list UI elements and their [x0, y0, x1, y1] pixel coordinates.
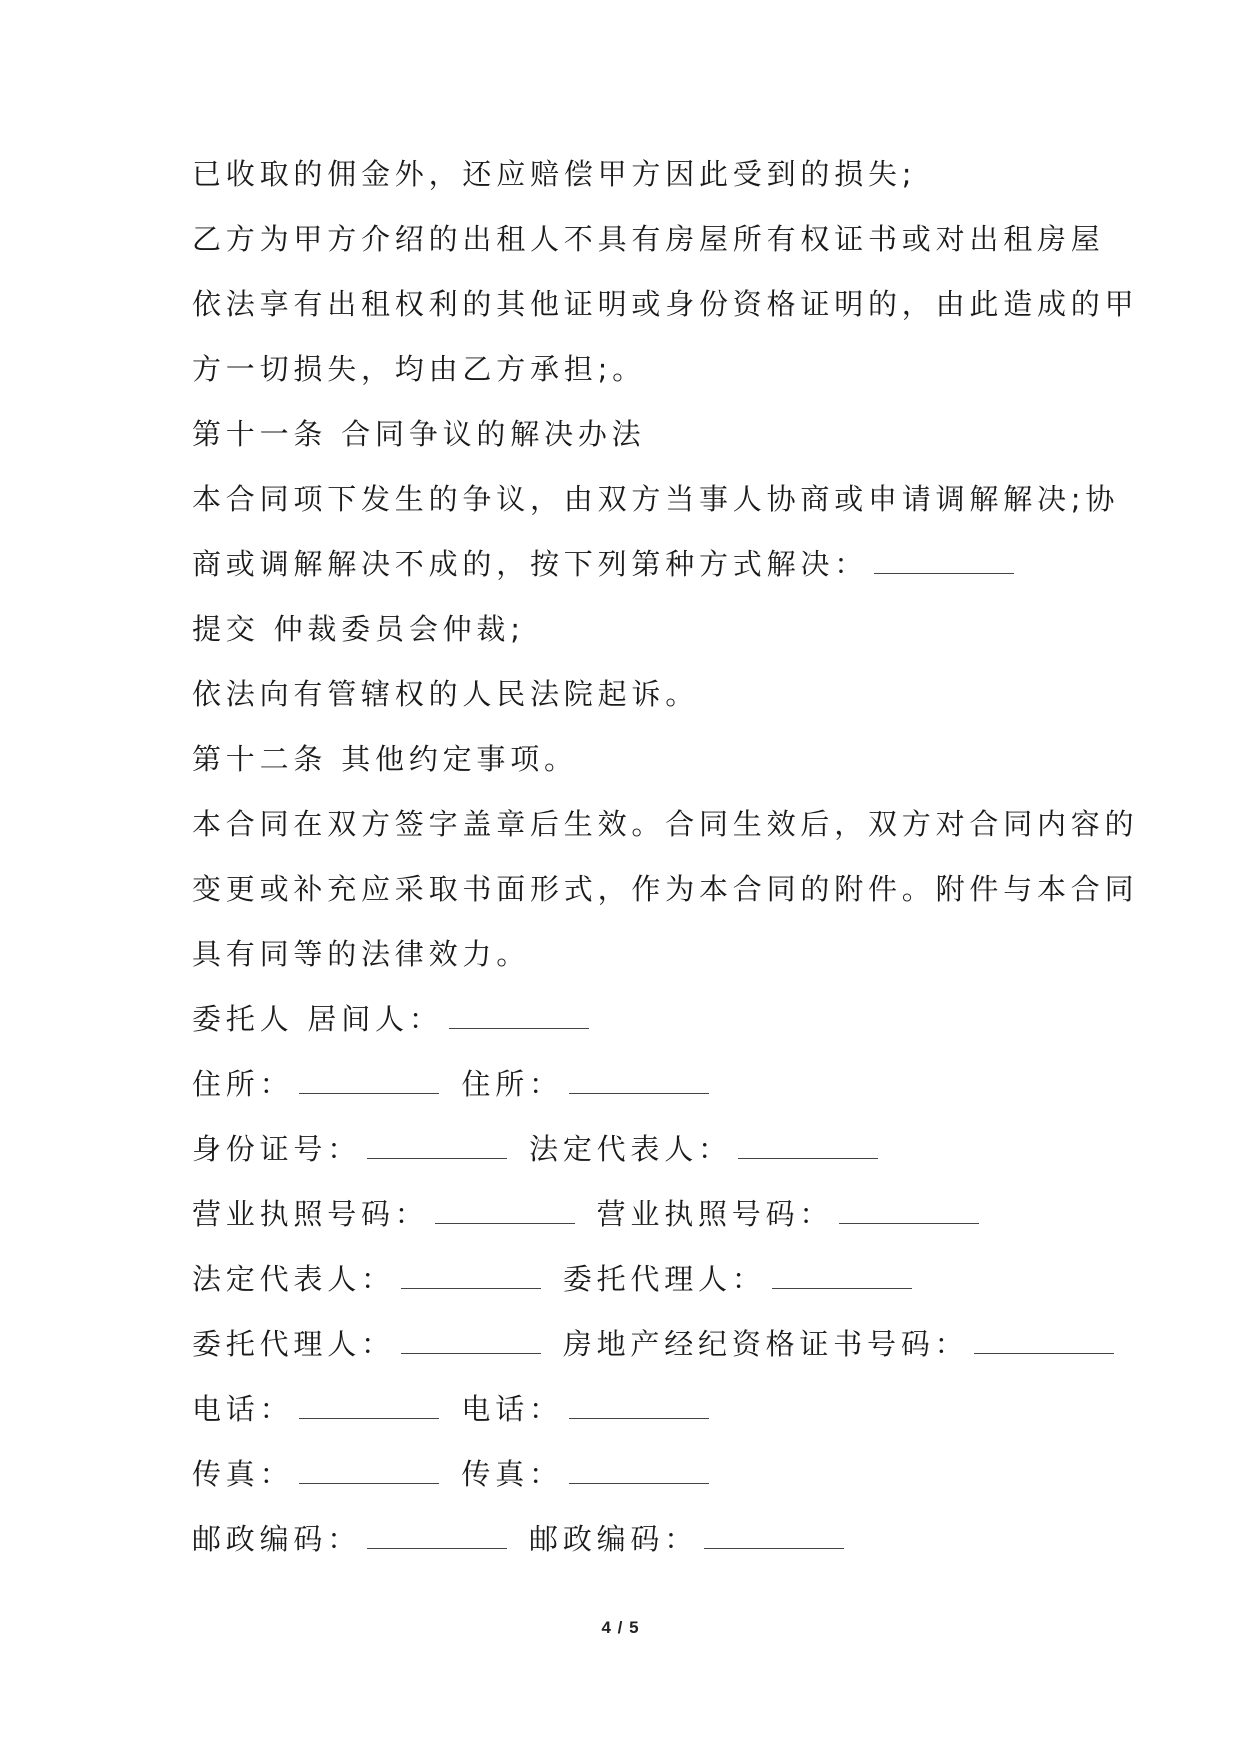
paragraph-line: 已收取的佣金外，还应赔偿甲方因此受到的损失; [192, 157, 917, 191]
blank-field [299, 1396, 439, 1419]
page-number: 4 / 5 [601, 1618, 640, 1637]
signature-label: 委托代理人： [562, 1262, 766, 1296]
blank-field [704, 1526, 844, 1549]
signature-label: 电话： [192, 1392, 294, 1426]
dispute-method-line [192, 548, 1052, 580]
blank-field [401, 1266, 541, 1289]
license-line [192, 1198, 1052, 1230]
blank-field [569, 1396, 709, 1419]
blank-field [435, 1201, 575, 1224]
signature-label: 身份证号： [192, 1132, 362, 1166]
blank-field [367, 1526, 507, 1549]
blank-field [569, 1461, 709, 1484]
signature-label: 住所： [461, 1067, 563, 1101]
blank-field [772, 1266, 912, 1289]
signature-label: 委托人 居间人： [192, 1002, 443, 1036]
signature-parties-line [192, 1003, 1052, 1035]
signature-label: 传真： [461, 1457, 563, 1491]
postcode-line [192, 1523, 1052, 1555]
blank-field [974, 1331, 1114, 1354]
paragraph-line: 依法享有出租权利的其他证明或身份资格证明的，由此造成的甲 [192, 287, 1139, 321]
blank-field [367, 1136, 507, 1159]
blank-field [299, 1461, 439, 1484]
blank-field [299, 1071, 439, 1094]
paragraph-line: 方一切损失，均由乙方承担;。 [192, 352, 646, 386]
paragraph-line: 本合同在双方签字盖章后生效。合同生效后，双方对合同内容的 [192, 807, 1139, 841]
signature-label: 法定代表人： [529, 1132, 732, 1166]
article-11-heading: 第十一条 合同争议的解决办法 [192, 417, 646, 451]
paragraph-line: 本合同项下发生的争议，由双方当事人协商或申请调解解决;协 [192, 482, 1120, 516]
blank-field [874, 551, 1014, 574]
paragraph-line: 变更或补充应采取书面形式，作为本合同的附件。附件与本合同 [192, 872, 1139, 906]
signature-label: 委托代理人： [192, 1327, 395, 1361]
id-line [192, 1133, 1052, 1165]
phone-line [192, 1393, 1052, 1425]
blank-field [839, 1201, 979, 1224]
article-12-heading: 第十二条 其他约定事项。 [192, 742, 578, 776]
signature-label: 传真： [192, 1457, 294, 1491]
contract-body [192, 157, 1139, 1588]
agent-line [192, 1328, 1052, 1360]
signature-label: 邮政编码： [529, 1522, 699, 1556]
address-line [192, 1068, 1052, 1100]
signature-label: 法定代表人： [192, 1262, 395, 1296]
blank-field [401, 1331, 541, 1354]
signature-label: 邮政编码： [192, 1522, 362, 1556]
blank-field [738, 1136, 878, 1159]
paragraph-line: 具有同等的法律效力。 [192, 937, 531, 971]
paragraph-line: 乙方为甲方介绍的出租人不具有房屋所有权证书或对出租房屋 [192, 222, 1105, 256]
arbitration-option: 提交 仲裁委员会仲裁; [192, 612, 525, 646]
signature-label: 电话： [461, 1392, 563, 1426]
signature-label: 营业执照号码： [596, 1197, 834, 1231]
dispute-method-label: 商或调解解决不成的，按下列第种方式解决： [192, 547, 869, 581]
signature-label: 住所： [192, 1067, 294, 1101]
blank-field [449, 1006, 589, 1029]
litigation-option: 依法向有管辖权的人民法院起诉。 [192, 677, 700, 711]
signature-label: 营业执照号码： [192, 1197, 429, 1231]
signature-label: 房地产经纪资格证书号码： [562, 1327, 969, 1361]
blank-field [569, 1071, 709, 1094]
legal-rep-line [192, 1263, 1052, 1295]
fax-line [192, 1458, 1052, 1490]
